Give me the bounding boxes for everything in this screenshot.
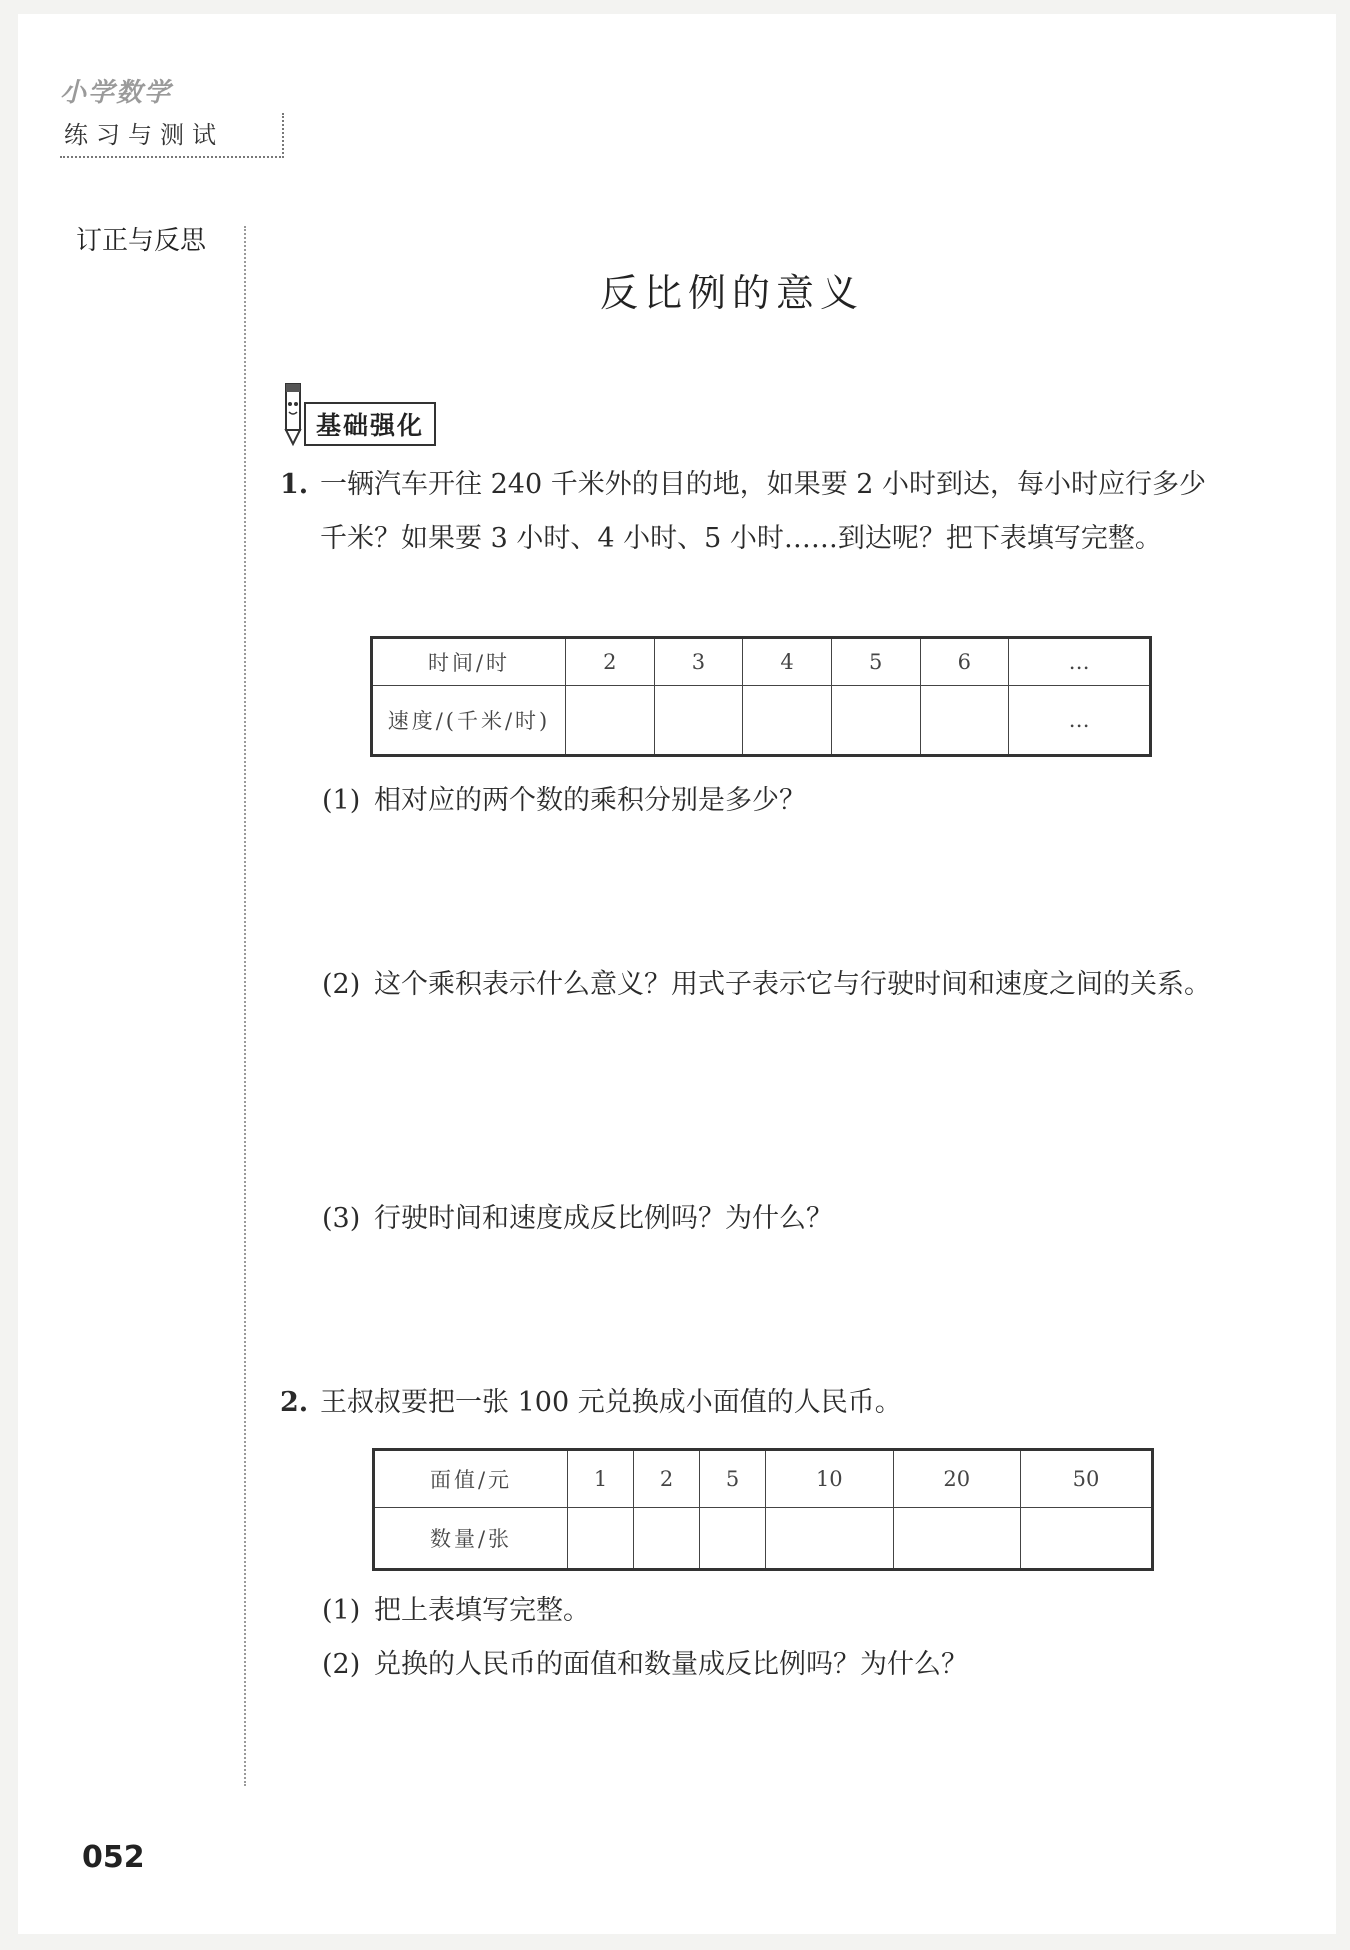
sub-question-text: 行驶时间和速度成反比例吗？为什么？	[374, 1203, 833, 1234]
section-label: 基础强化	[304, 402, 436, 446]
series-top-text: 小学数学	[60, 78, 173, 108]
table-row	[372, 638, 1151, 686]
table-cell: 2	[566, 638, 655, 686]
margin-divider	[244, 226, 246, 1786]
sub-question-text: 相对应的两个数的乘积分别是多少？	[374, 785, 806, 816]
question-text: 一辆汽车开往 240 千米外的目的地，如果要 2 小时到达，每小时应行多少千米？如果要 3 小时、4 小时、5 小时……到达呢？把下表填写完整。	[320, 469, 1207, 554]
table-row-label: 面值/元	[374, 1450, 568, 1508]
sub-question-number: (1)	[322, 1595, 361, 1626]
question-1	[280, 458, 1210, 566]
answer-cell[interactable]	[766, 1508, 893, 1570]
section-badge	[278, 380, 448, 448]
table-row	[374, 1450, 1153, 1508]
answer-cell[interactable]	[743, 686, 832, 756]
answer-cell[interactable]	[831, 686, 920, 756]
sub-question-number: (2)	[322, 969, 361, 1000]
denomination-table	[372, 1448, 1154, 1571]
table-cell: 50	[1020, 1450, 1152, 1508]
table-cell: …	[1009, 686, 1151, 756]
sub-question-2-2	[322, 1638, 1212, 1692]
table-cell: 3	[654, 638, 743, 686]
sub-question-text: 兑换的人民币的面值和数量成反比例吗？为什么？	[374, 1649, 968, 1680]
answer-cell[interactable]	[920, 686, 1009, 756]
series-brand	[60, 72, 284, 158]
table-cell: 20	[893, 1450, 1020, 1508]
answer-cell[interactable]	[700, 1508, 766, 1570]
table-cell: …	[1009, 638, 1151, 686]
table-row-label: 数量/张	[374, 1508, 568, 1570]
question-text: 王叔叔要把一张 100 元兑换成小面值的人民币。	[320, 1387, 902, 1418]
margin-label: 订正与反思	[76, 226, 207, 256]
sub-question-text: 把上表填写完整。	[374, 1595, 590, 1626]
sub-question-2-1	[322, 1584, 1212, 1638]
sub-question-1-2	[322, 958, 1212, 1012]
page-title: 反比例的意义	[600, 271, 865, 315]
table-cell: 10	[766, 1450, 893, 1508]
table-cell: 5	[700, 1450, 766, 1508]
answer-cell[interactable]	[893, 1508, 1020, 1570]
table-cell: 2	[634, 1450, 700, 1508]
table-cell: 1	[568, 1450, 634, 1508]
sub-question-number: (1)	[322, 785, 361, 816]
question-number: 2.	[280, 1387, 309, 1418]
sub-question-1-3	[322, 1192, 1212, 1246]
answer-cell[interactable]	[1020, 1508, 1152, 1570]
sub-question-number: (3)	[322, 1203, 361, 1234]
sub-question-1-1	[322, 774, 1212, 828]
table-cell: 6	[920, 638, 1009, 686]
table-cell: 5	[831, 638, 920, 686]
table-row	[372, 686, 1151, 756]
time-speed-table	[370, 636, 1152, 757]
answer-cell[interactable]	[654, 686, 743, 756]
sub-question-number: (2)	[322, 1649, 361, 1680]
answer-cell[interactable]	[566, 686, 655, 756]
table-row	[374, 1508, 1153, 1570]
sub-question-text: 这个乘积表示什么意义？用式子表示它与行驶时间和速度之间的关系。	[374, 969, 1211, 1000]
series-bottom-text: 练习与测试	[60, 113, 284, 158]
table-row-label: 速度/(千米/时)	[372, 686, 566, 756]
table-cell: 4	[743, 638, 832, 686]
answer-cell[interactable]	[568, 1508, 634, 1570]
table-row-label: 时间/时	[372, 638, 566, 686]
answer-cell[interactable]	[634, 1508, 700, 1570]
page-number: 052	[82, 1840, 145, 1875]
question-number: 1.	[280, 469, 309, 500]
question-2	[280, 1376, 1210, 1430]
